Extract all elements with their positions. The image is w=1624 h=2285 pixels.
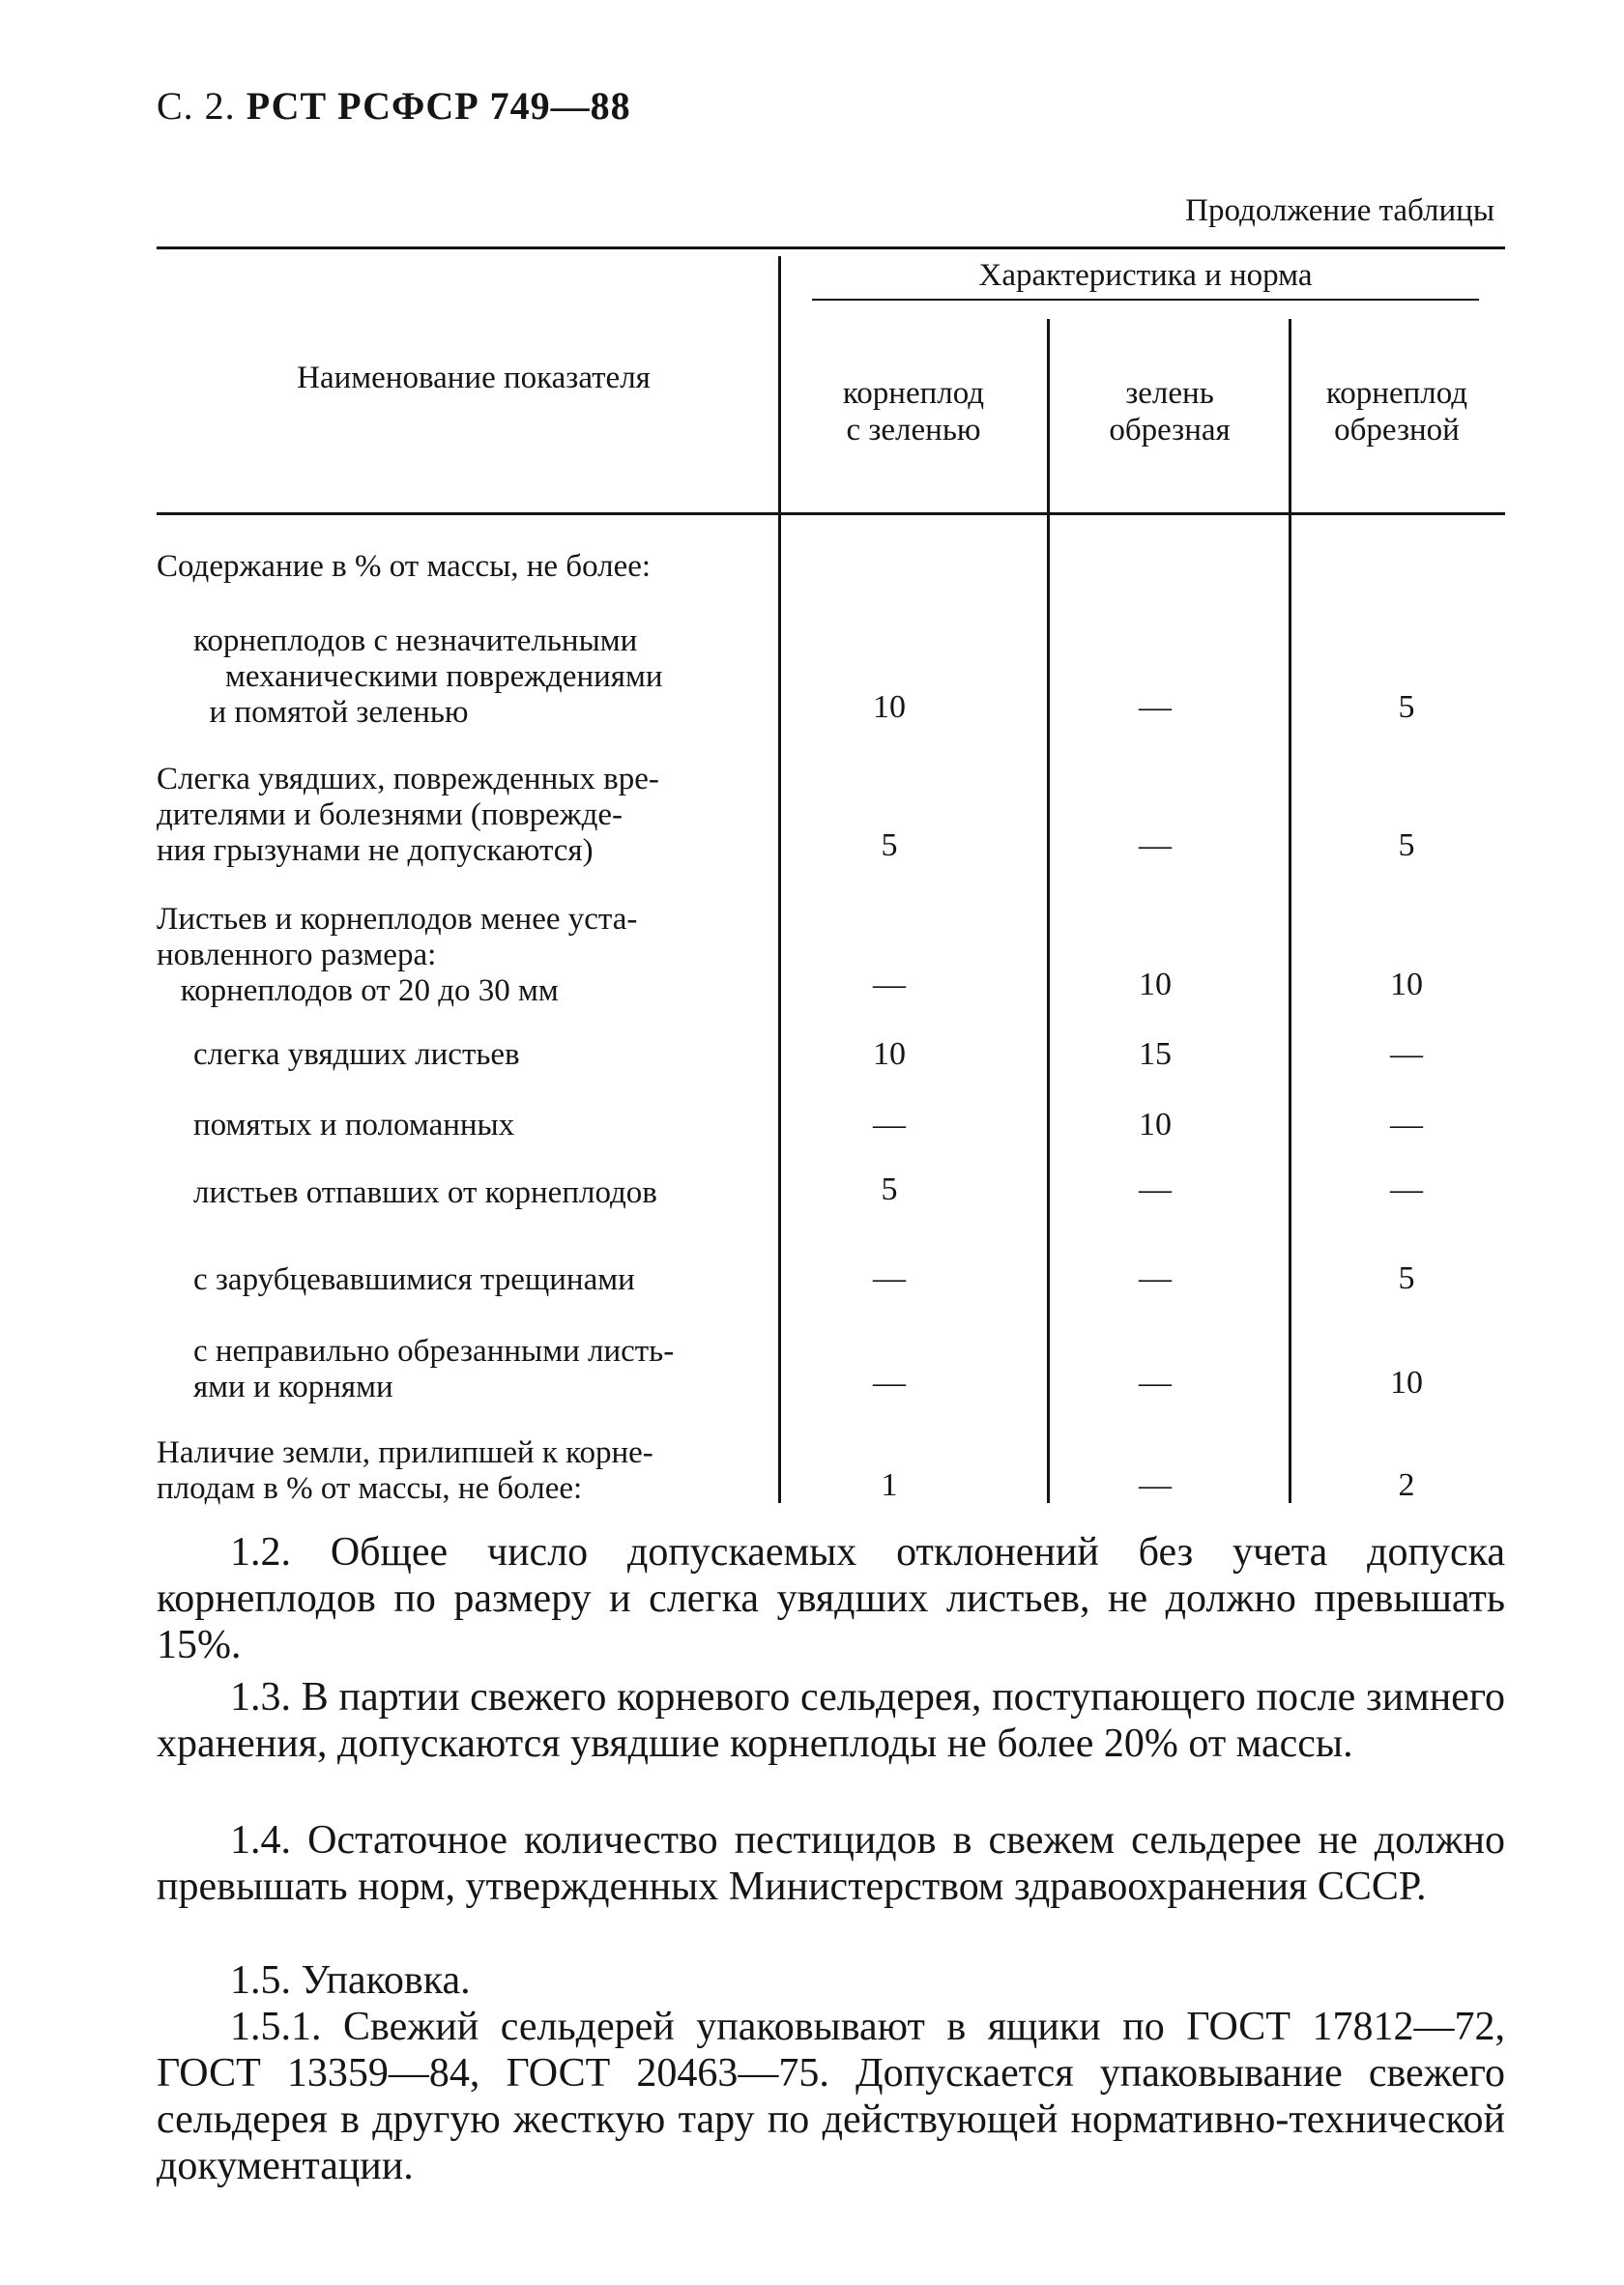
table-cell-value: 10 — [1390, 967, 1423, 1002]
table-header-bottom-rule — [157, 512, 1505, 515]
table-row-label: с зарубцевавшимися трещинами — [193, 1262, 635, 1297]
table-cell-value: 10 — [1139, 967, 1172, 1002]
table-row-label: Слегка увядших, поврежденных вре- дителями и болезнями (поврежде- ния грызунами не допускаются) — [157, 762, 659, 868]
table-row-label: помятых и поломанных — [193, 1108, 515, 1142]
standard-code: РСТ РСФСР 749—88 — [246, 84, 631, 128]
table-cell-value: — — [1390, 1171, 1423, 1207]
group-header-rule — [812, 299, 1479, 301]
column-header-trimmed-root: корнеплод обрезной — [1325, 376, 1468, 448]
table-row-label: Наличие земли, прилипшей к корне- плодам в % от массы, не более: — [157, 1435, 653, 1506]
table-cell-value: — — [873, 1260, 906, 1296]
table-cell-value: — — [873, 1107, 906, 1142]
table-row-label: корнеплодов с незначительными механическими повреждениями и помятой зеленью — [193, 623, 663, 730]
table-continuation-label: Продолжение таблицы — [1185, 193, 1494, 228]
table-cell-value: 10 — [1390, 1365, 1423, 1401]
column-divider-3 — [1289, 319, 1291, 1503]
table-cell-value: — — [1139, 1467, 1172, 1503]
table-cell-value: — — [873, 967, 906, 1002]
table-row-label: с неправильно обрезанными листь- ями и корнями — [193, 1334, 675, 1404]
table-cell-value: 15 — [1139, 1036, 1172, 1072]
table-cell-value: — — [1390, 1107, 1423, 1142]
group-header: Характеристика и норма — [978, 258, 1313, 293]
table-row-label: слегка увядших листьев — [193, 1037, 520, 1072]
table-cell-value: — — [1390, 1036, 1423, 1072]
table-cell-value: 5 — [881, 1171, 898, 1207]
table-cell-value: 5 — [1398, 1260, 1415, 1296]
table-cell-value: 5 — [881, 827, 898, 863]
table-cell-value: 10 — [873, 689, 906, 725]
table-row-label: Листьев и корнеплодов менее уста- новленного размера: корнеплодов от 20 до 30 мм — [157, 902, 638, 1008]
paragraph-1-5: 1.5. Упаковка. — [230, 1958, 471, 2003]
table-cell-value: 5 — [1398, 689, 1415, 725]
paragraph-1-2: 1.2. Общее число допускаемых отклонений без учета допуска корнеплодов по размеру и слегка увядших листьев, не должно превышать 15%. — [157, 1530, 1505, 1667]
table-row-label: листьев отпавших от корнеплодов — [193, 1175, 657, 1210]
table-cell-value: 2 — [1398, 1467, 1415, 1503]
column-divider-2 — [1047, 319, 1050, 1503]
table-cell-value: 10 — [1139, 1107, 1172, 1142]
table-cell-value: — — [1139, 1171, 1172, 1207]
table-cell-value: — — [1139, 689, 1172, 725]
page-number: С. 2. — [157, 84, 236, 128]
page-header — [157, 83, 631, 129]
table-cell-value: — — [1139, 1260, 1172, 1296]
column-header-trimmed-greens: зелень обрезная — [1109, 376, 1231, 448]
table-cell-value: 5 — [1398, 827, 1415, 863]
paragraph-1-3: 1.3. В партии свежего корневого сельдерея, поступающего после зимнего хранения, допускаются увядшие корнеплоды не более 20% от массы. — [157, 1675, 1505, 1766]
column-divider-1 — [778, 256, 781, 1503]
column-header-root-with-greens: корнеплод с зеленью — [842, 376, 985, 448]
paragraph-1-4: 1.4. Остаточное количество пестицидов в свежем сельдерее не должно превышать норм, утвержденных Министерством здравоохранения СССР. — [157, 1818, 1505, 1909]
table-cell-value: — — [1139, 827, 1172, 863]
table-row-label: Содержание в % от массы, не более: — [157, 549, 652, 584]
table-cell-value: — — [1139, 1365, 1172, 1401]
table-cell-value: 10 — [873, 1036, 906, 1072]
column-header-indicator: Наименование показателя — [297, 361, 651, 395]
table-cell-value: — — [873, 1365, 906, 1401]
paragraph-1-5-1: 1.5.1. Свежий сельдерей упаковывают в ящики по ГОСТ 17812—72, ГОСТ 13359—84, ГОСТ 20463—75. Допускается упаковывание свежего сельдерея в другую жесткую тару по действующей нормативно-технической документации. — [157, 2005, 1505, 2188]
table-top-rule — [157, 246, 1505, 249]
table-cell-value: 1 — [881, 1467, 898, 1503]
